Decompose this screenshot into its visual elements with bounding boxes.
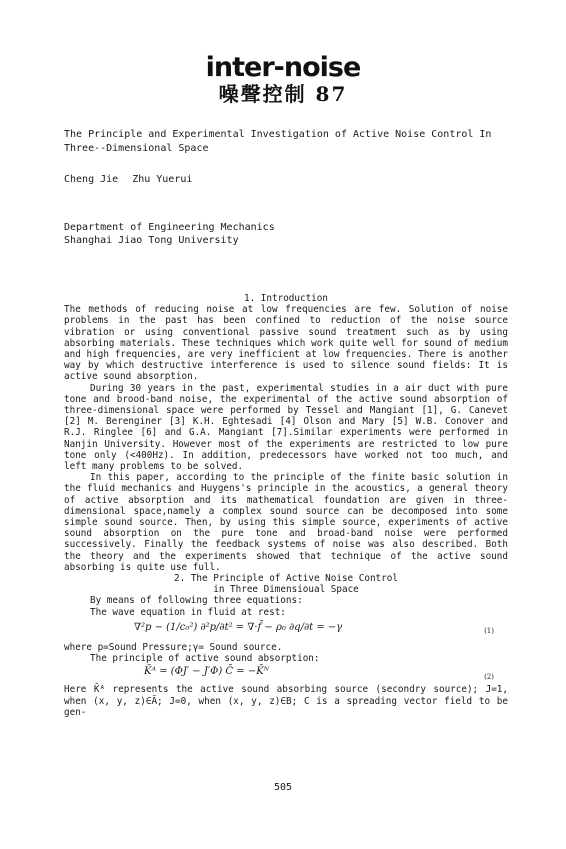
equation-formula: K̄ᴬ = (ΦJ′ − J′Φ) C̄ = −K̄ᴺ [144, 666, 270, 678]
section-heading: in Three Dimensioual Space [213, 584, 359, 596]
paper-title: The Principle and Experimental Investigation of Active Noise Control In Three--Dimensional Space [64, 129, 492, 154]
section-heading: 1. Introduction [244, 293, 328, 304]
paper-body [64, 293, 508, 718]
equation-number: (2) [484, 673, 494, 682]
paragraph: where p=Sound Pressure;γ= Sound source. [64, 641, 283, 653]
logo-subtitle: 噪聲控制 87 [218, 82, 348, 106]
author-1: Cheng Jie [64, 174, 119, 185]
paragraph: During 30 years in the past, experimental studies in a air duct with pure tone and brood-band noise, the experimental of the active sound absorption of three-dimensional space were performed by Tessel and Mangiant [1], G. Canevet [2] M. Berenginer [3] K.H. Eghtesadi [4] Olson and Mary [5] W.B. Conover and R.J. Ringlee [6] and G.A. Mangiant [7].Similar experiments were performed in Nanjin University. However most of the experiments are restricted to low pure tone only (<400Hz). In addition, predecessors have worked not too much, and left many problems to be solved. [64, 382, 508, 473]
paragraph: The principle of active sound absorption: [90, 653, 320, 665]
conference-logo [0, 54, 566, 106]
paragraph: The wave equation in fluid at rest: [90, 606, 286, 618]
page-number: 505 [273, 782, 293, 793]
affiliation-line: Shanghai Jiao Tong University [64, 235, 239, 246]
paragraph: The methods of reducing noise at low frequencies are few. Solution of noise problems in the past has been confined to reduction of the noise source vibration or using conventional passive sound treatment such as by using absorbing materials. These techniques which work quite well for sound of medium and high frequencies, are very inefficient at low frequencies. There is another way by which destructive interference is used to silence sound fields: It is active sound absorption. [64, 304, 508, 383]
paragraph: Here K̄ᴬ represents the active sound absorbing source (secondry source); J=1, when (x, y, z)∈Ā; J=0, when (x, y, z)∈B; C is a spreading vector field to be gen- [64, 684, 508, 718]
equation-2 [64, 664, 508, 684]
affiliation-line: Department of Engineering Mechanics [64, 222, 275, 233]
equation-formula: ∇²p − (1/c₀²) ∂²p/∂t² = ∇·f̄ − ρ₀ ∂q/∂t = −γ [134, 621, 343, 633]
logo-wordmark: inter-noise [205, 52, 361, 83]
equation-1 [64, 618, 508, 642]
author-2: Zhu Yuerui [132, 174, 193, 185]
paragraph: In this paper, according to the principle of the finite basic solution in the fluid mechanics and Huygens's principle in the acoustics, a general theory of active absorption and its mathematical foundation are given in three-dimensional space,namely a complex sound source can be decomposed into some simple sound source. Then, by using this simple source, experiments of active sound absorption on the pure tone and broad-band noise were performed successively. Finally the feedback systems of noise was also described. Both the theory and the experiments showed that technique of the active sound absorbing is quite use full. [64, 472, 508, 573]
paragraph: By means of following three equations: [90, 595, 303, 607]
affiliation [64, 221, 275, 247]
section-heading: 2. The Principle of Active Noise Control [174, 573, 398, 585]
authors [64, 174, 192, 185]
equation-number: (1) [484, 626, 494, 635]
